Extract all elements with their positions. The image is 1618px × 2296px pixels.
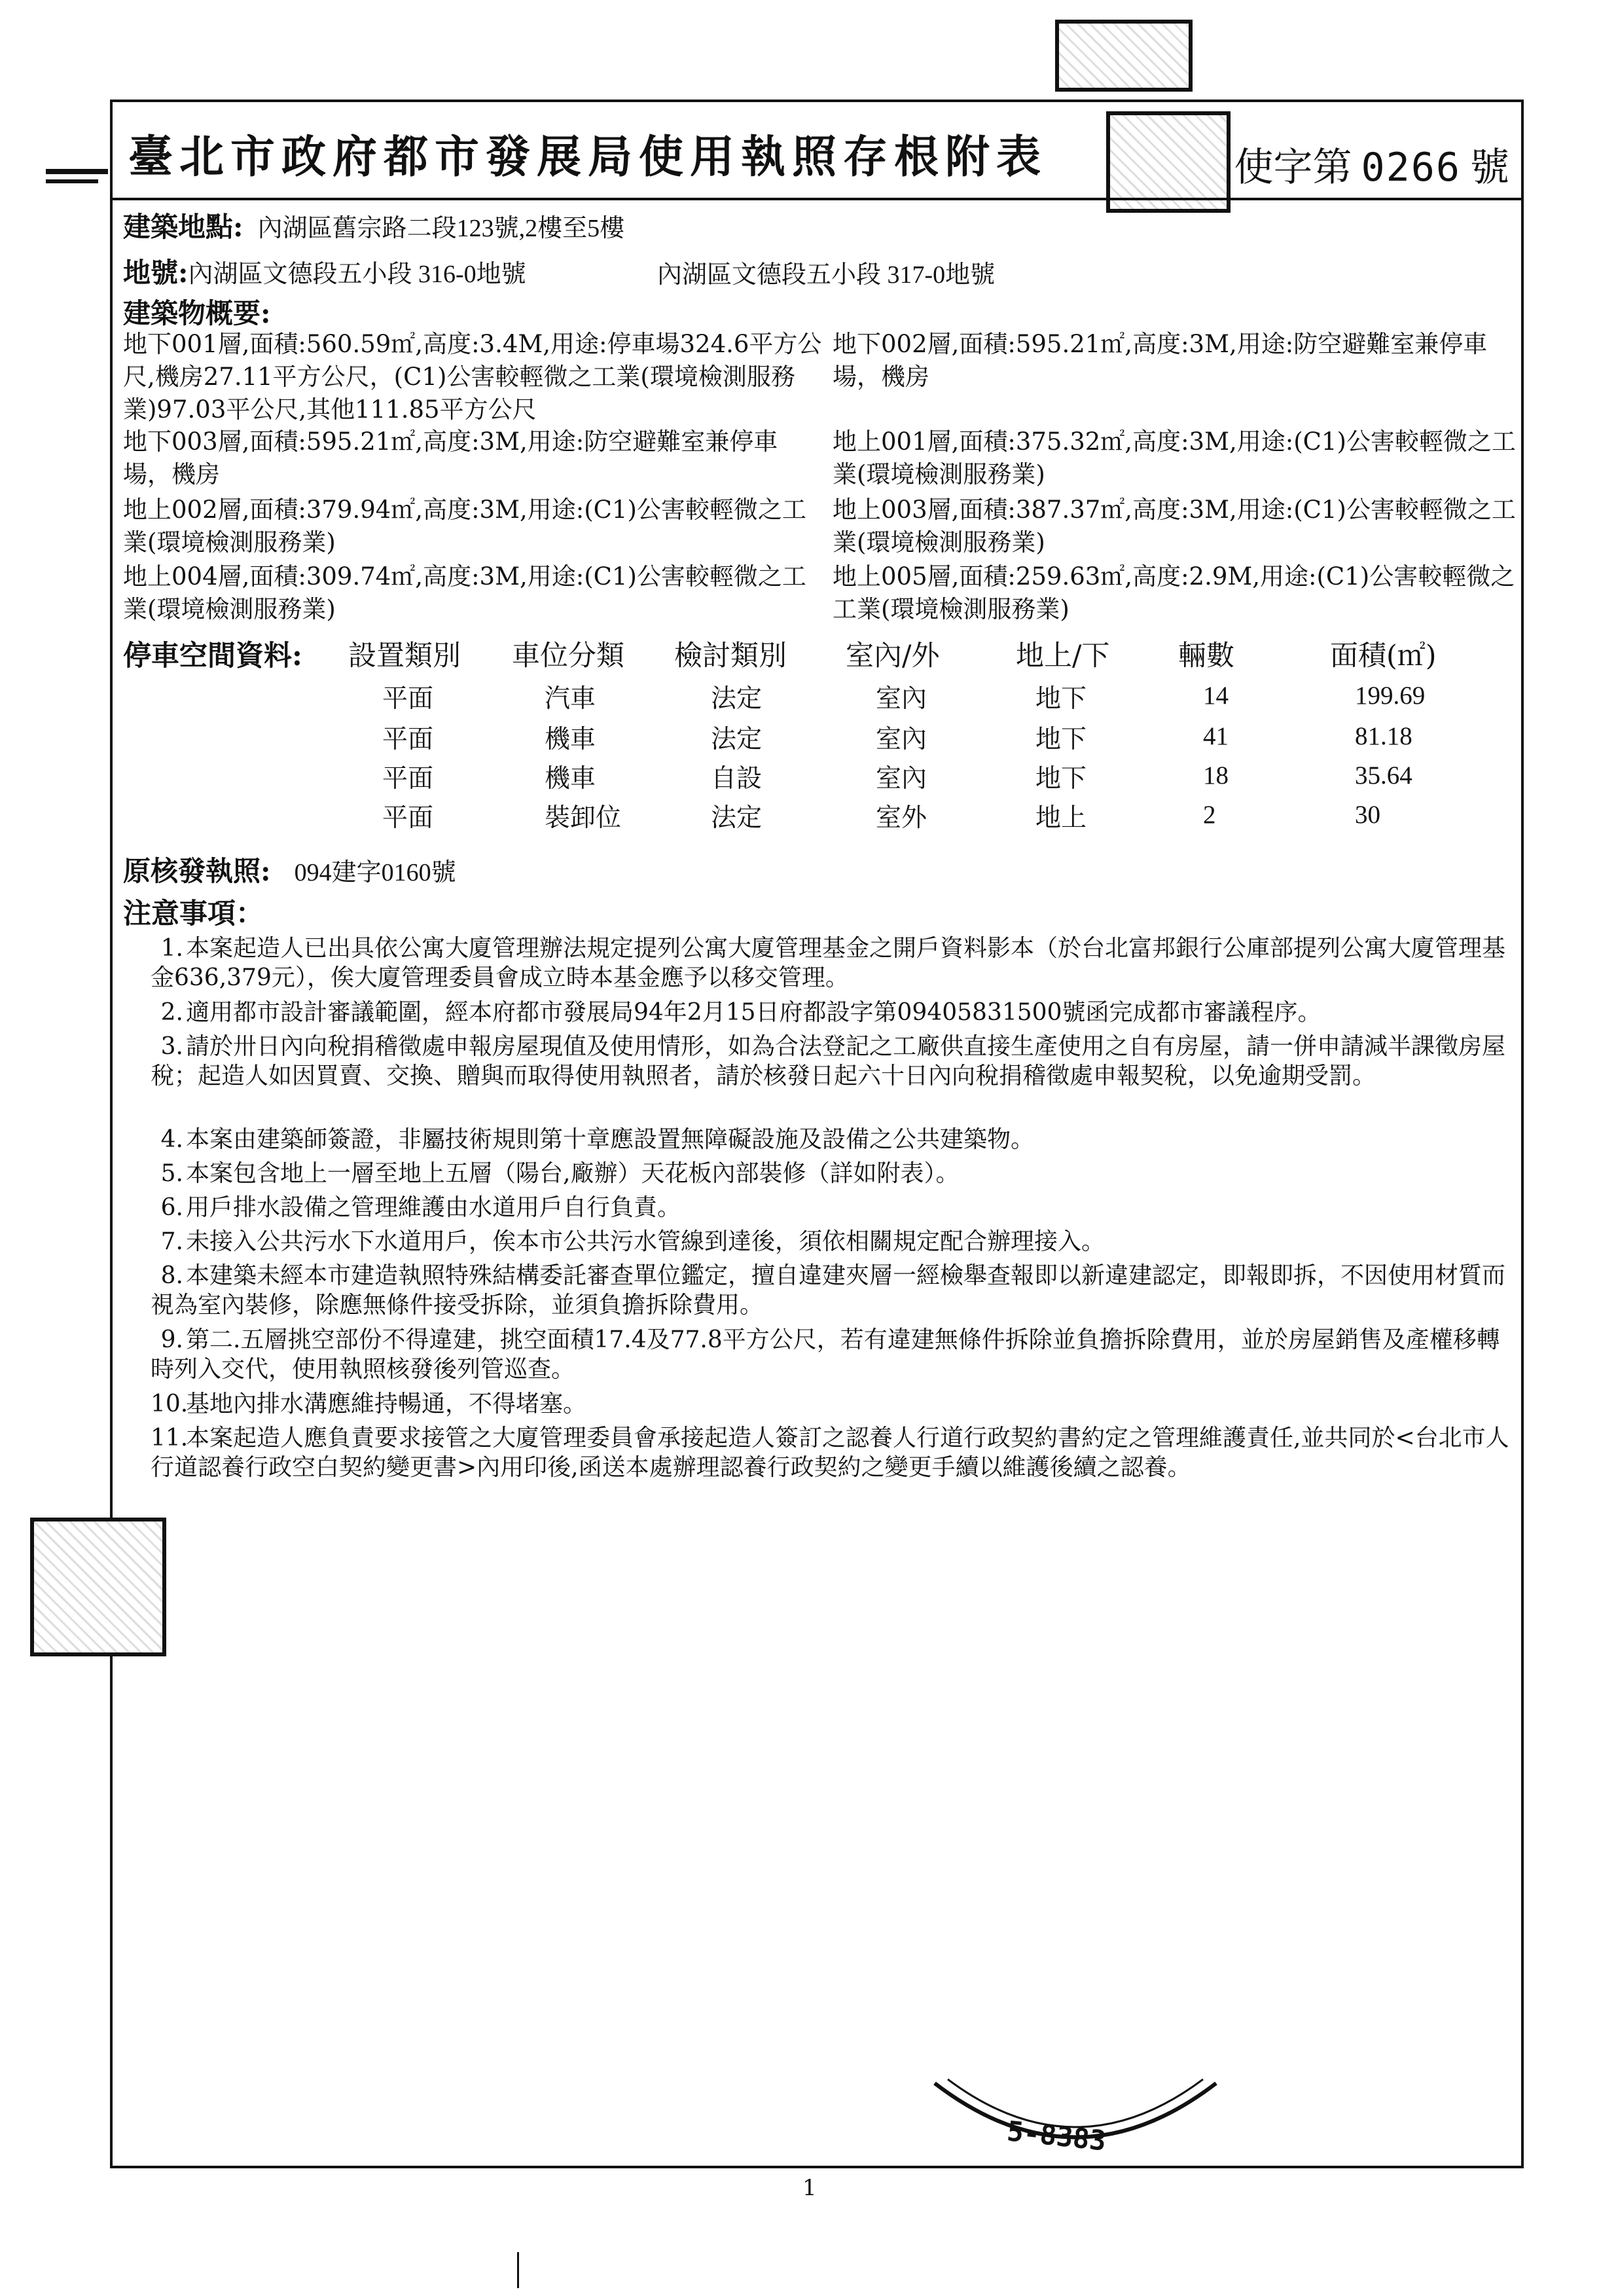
receipt-stamp-arc — [922, 2077, 1229, 2175]
parking-cell: 平面 — [382, 764, 434, 793]
parking-cell: 室內 — [876, 684, 927, 714]
address-label: 建築地點: — [123, 211, 243, 243]
parking-header-above-below: 地上/下 — [1016, 640, 1110, 672]
parking-cell: 自設 — [711, 764, 763, 793]
permit-suffix: 號 — [1470, 145, 1509, 191]
receipt-stamp-number: 5-8383 — [1005, 2115, 1108, 2157]
note-item: 3. 請於卅日內向稅捐稽徵處申報房屋現值及使用情形，如為合法登記之工廠供直接生產使用之自有房屋，請一併申請減半課徵房屋稅；起造人如因買賣、交換、贈與而取得使用執照者，請於核發日起六十日內向稅捐稽徵處申報契稅，以免逾期受罰。 — [151, 1033, 1506, 1089]
original-permit-label: 原核發執照: — [123, 855, 271, 887]
note-item: 2. 適用都市設計審議範圍，經本府都市發展局94年2月15日府都設字第09405831500號函完成都市審議程序。 — [160, 999, 1321, 1026]
parking-cell: 平面 — [382, 803, 434, 833]
parking-header-review-type: 檢討類別 — [674, 640, 787, 672]
parking-cell: 30 — [1355, 801, 1380, 829]
parking-cell: 法定 — [711, 725, 763, 754]
parking-cell: 室外 — [876, 803, 927, 833]
title-row — [113, 102, 1521, 200]
building-floor-2f: 地上002層,面積:379.94㎡,高度:3M,用途:(C1)公害較輕微之工業(環境檢測服務業) — [123, 496, 806, 556]
building-floor-5f: 地上005層,面積:259.63㎡,高度:2.9M,用途:(C1)公害較輕微之工業(環境檢測服務業) — [833, 562, 1515, 623]
building-floor-b3: 地下003層,面積:595.21㎡,高度:3M,用途:防空避難室兼停車場，機房 — [123, 428, 778, 488]
permit-number-label — [1234, 136, 1510, 192]
note-item: 5. 本案包含地上一層至地上五層（陽台,廠辦）天花板內部裝修（詳如附表）。 — [160, 1160, 960, 1187]
parking-cell: 法定 — [711, 684, 763, 714]
parking-cell: 裝卸位 — [545, 803, 622, 833]
parking-cell: 地下 — [1035, 725, 1087, 754]
lot-label: 地號: — [123, 257, 189, 289]
address-value: 內湖區舊宗路二段123號,2樓至5樓 — [257, 215, 625, 242]
note-item: 6. 用戶排水設備之管理維護由水道用戶自行負責。 — [160, 1194, 681, 1221]
parking-cell: 地上 — [1035, 803, 1087, 833]
note-item: 11.本案起造人應負責要求接管之大廈管理委員會承接起造人簽訂之認養人行道行政契約書約定之管理維護責任,並共同於<台北市人行道認養行政空白契約變更書>內用印後,函送本處辦理認養行政契約之變更手續以維護後續之認養。 — [151, 1425, 1509, 1481]
page-number: 1 — [802, 2175, 817, 2201]
parking-cell: 室內 — [876, 764, 927, 793]
document-frame — [110, 100, 1524, 2168]
parking-cell: 機車 — [545, 725, 596, 754]
building-floor-b1: 地下001層,面積:560.59㎡,高度:3.4M,用途:停車場324.6平方公尺,機房27.11平方公尺，(C1)公害較輕微之工業(環境檢測服務業)97.03平公尺,其他111.85平方公尺 — [123, 330, 822, 424]
lot-row — [123, 251, 526, 291]
parking-cell: 2 — [1203, 801, 1216, 829]
parking-header-setup-type: 設置類別 — [348, 640, 461, 672]
building-floor-4f: 地上004層,面積:309.74㎡,高度:3M,用途:(C1)公害較輕微之工業(環境檢測服務業) — [123, 562, 806, 623]
parking-header-count: 輛數 — [1178, 640, 1234, 672]
top-stamp-seal — [1055, 20, 1193, 92]
binding-mark — [517, 2252, 519, 2288]
parking-cell: 地下 — [1035, 684, 1087, 714]
parking-label: 停車空間資料: — [123, 640, 302, 672]
parking-cell: 法定 — [711, 803, 763, 833]
building-floor-b2: 地下002層,面積:595.21㎡,高度:3M,用途:防空避難室兼停車場，機房 — [833, 330, 1488, 391]
parking-cell: 14 — [1203, 682, 1229, 710]
parking-cell: 35.64 — [1355, 761, 1412, 790]
permit-number: 0266 — [1361, 145, 1461, 191]
building-floor-1f: 地上001層,面積:375.32㎡,高度:3M,用途:(C1)公害較輕微之工業(環境檢測服務業) — [833, 428, 1516, 488]
lot-value-2: 內湖區文德段五小段 317-0地號 — [657, 261, 996, 289]
original-permit-row — [123, 850, 456, 889]
hole-punch-mark — [46, 169, 108, 174]
parking-cell: 汽車 — [545, 684, 596, 714]
note-item: 8. 本建築未經本市建造執照特殊結構委託審查單位鑑定，擅自違建夾層一經檢舉查報即以新違建認定，即報即拆，不因使用材質而視為室內裝修，除應無條件接受拆除，並須負擔拆除費用。 — [151, 1262, 1506, 1319]
parking-cell: 平面 — [382, 684, 434, 714]
document-title: 臺北市政府都市發展局使用執照存根附表 — [128, 131, 1048, 183]
note-item: 7. 未接入公共污水下水道用戶，俟本市公共污水管線到達後，須依相關規定配合辦理接入。 — [160, 1228, 1106, 1255]
note-item: 1. 本案起造人已出具依公寓大廈管理辦法規定提列公寓大廈管理基金之開戶資料影本（於台北富邦銀行公庫部提列公寓大廈管理基金636,379元），俟大廈管理委員會成立時本基金應予以移交管理。 — [151, 935, 1506, 991]
original-permit-value: 094建字0160號 — [294, 859, 456, 886]
parking-header-space-type: 車位分類 — [512, 640, 624, 672]
permit-prefix: 使字第 — [1234, 145, 1352, 191]
lot-value-1: 內湖區文德段五小段 316-0地號 — [188, 261, 526, 288]
parking-cell: 機車 — [545, 764, 596, 793]
hole-punch-mark — [46, 179, 98, 183]
note-item: 10.基地內排水溝應維持暢通，不得堵塞。 — [151, 1391, 587, 1417]
note-item: 9. 第二.五層挑空部份不得違建，挑空面積17.4及77.8平方公尺，若有違建無條件拆除並負擔拆除費用，並於房屋銷售及產權移轉時列入交代，使用執照核發後列管巡查。 — [151, 1326, 1500, 1383]
parking-header-indoor-outdoor: 室內/外 — [846, 640, 940, 672]
note-item: 4. 本案由建築師簽證，非屬技術規則第十章應設置無障礙設施及設備之公共建築物。 — [160, 1126, 1035, 1153]
parking-cell: 81.18 — [1355, 722, 1412, 750]
parking-cell: 室內 — [876, 725, 927, 754]
parking-cell: 41 — [1203, 722, 1229, 750]
building-overview-label: 建築物概要: — [123, 297, 271, 329]
parking-header-area: 面積(㎡) — [1330, 640, 1437, 672]
left-side-stamp-seal — [30, 1518, 166, 1656]
parking-cell: 地下 — [1035, 764, 1087, 793]
parking-cell: 199.69 — [1355, 682, 1426, 710]
parking-cell: 18 — [1203, 761, 1229, 790]
parking-cell: 平面 — [382, 725, 434, 754]
notes-label: 注意事項： — [123, 898, 264, 930]
building-floor-3f: 地上003層,面積:387.37㎡,高度:3M,用途:(C1)公害較輕微之工業(環境檢測服務業) — [833, 496, 1516, 556]
address-row — [123, 206, 624, 245]
